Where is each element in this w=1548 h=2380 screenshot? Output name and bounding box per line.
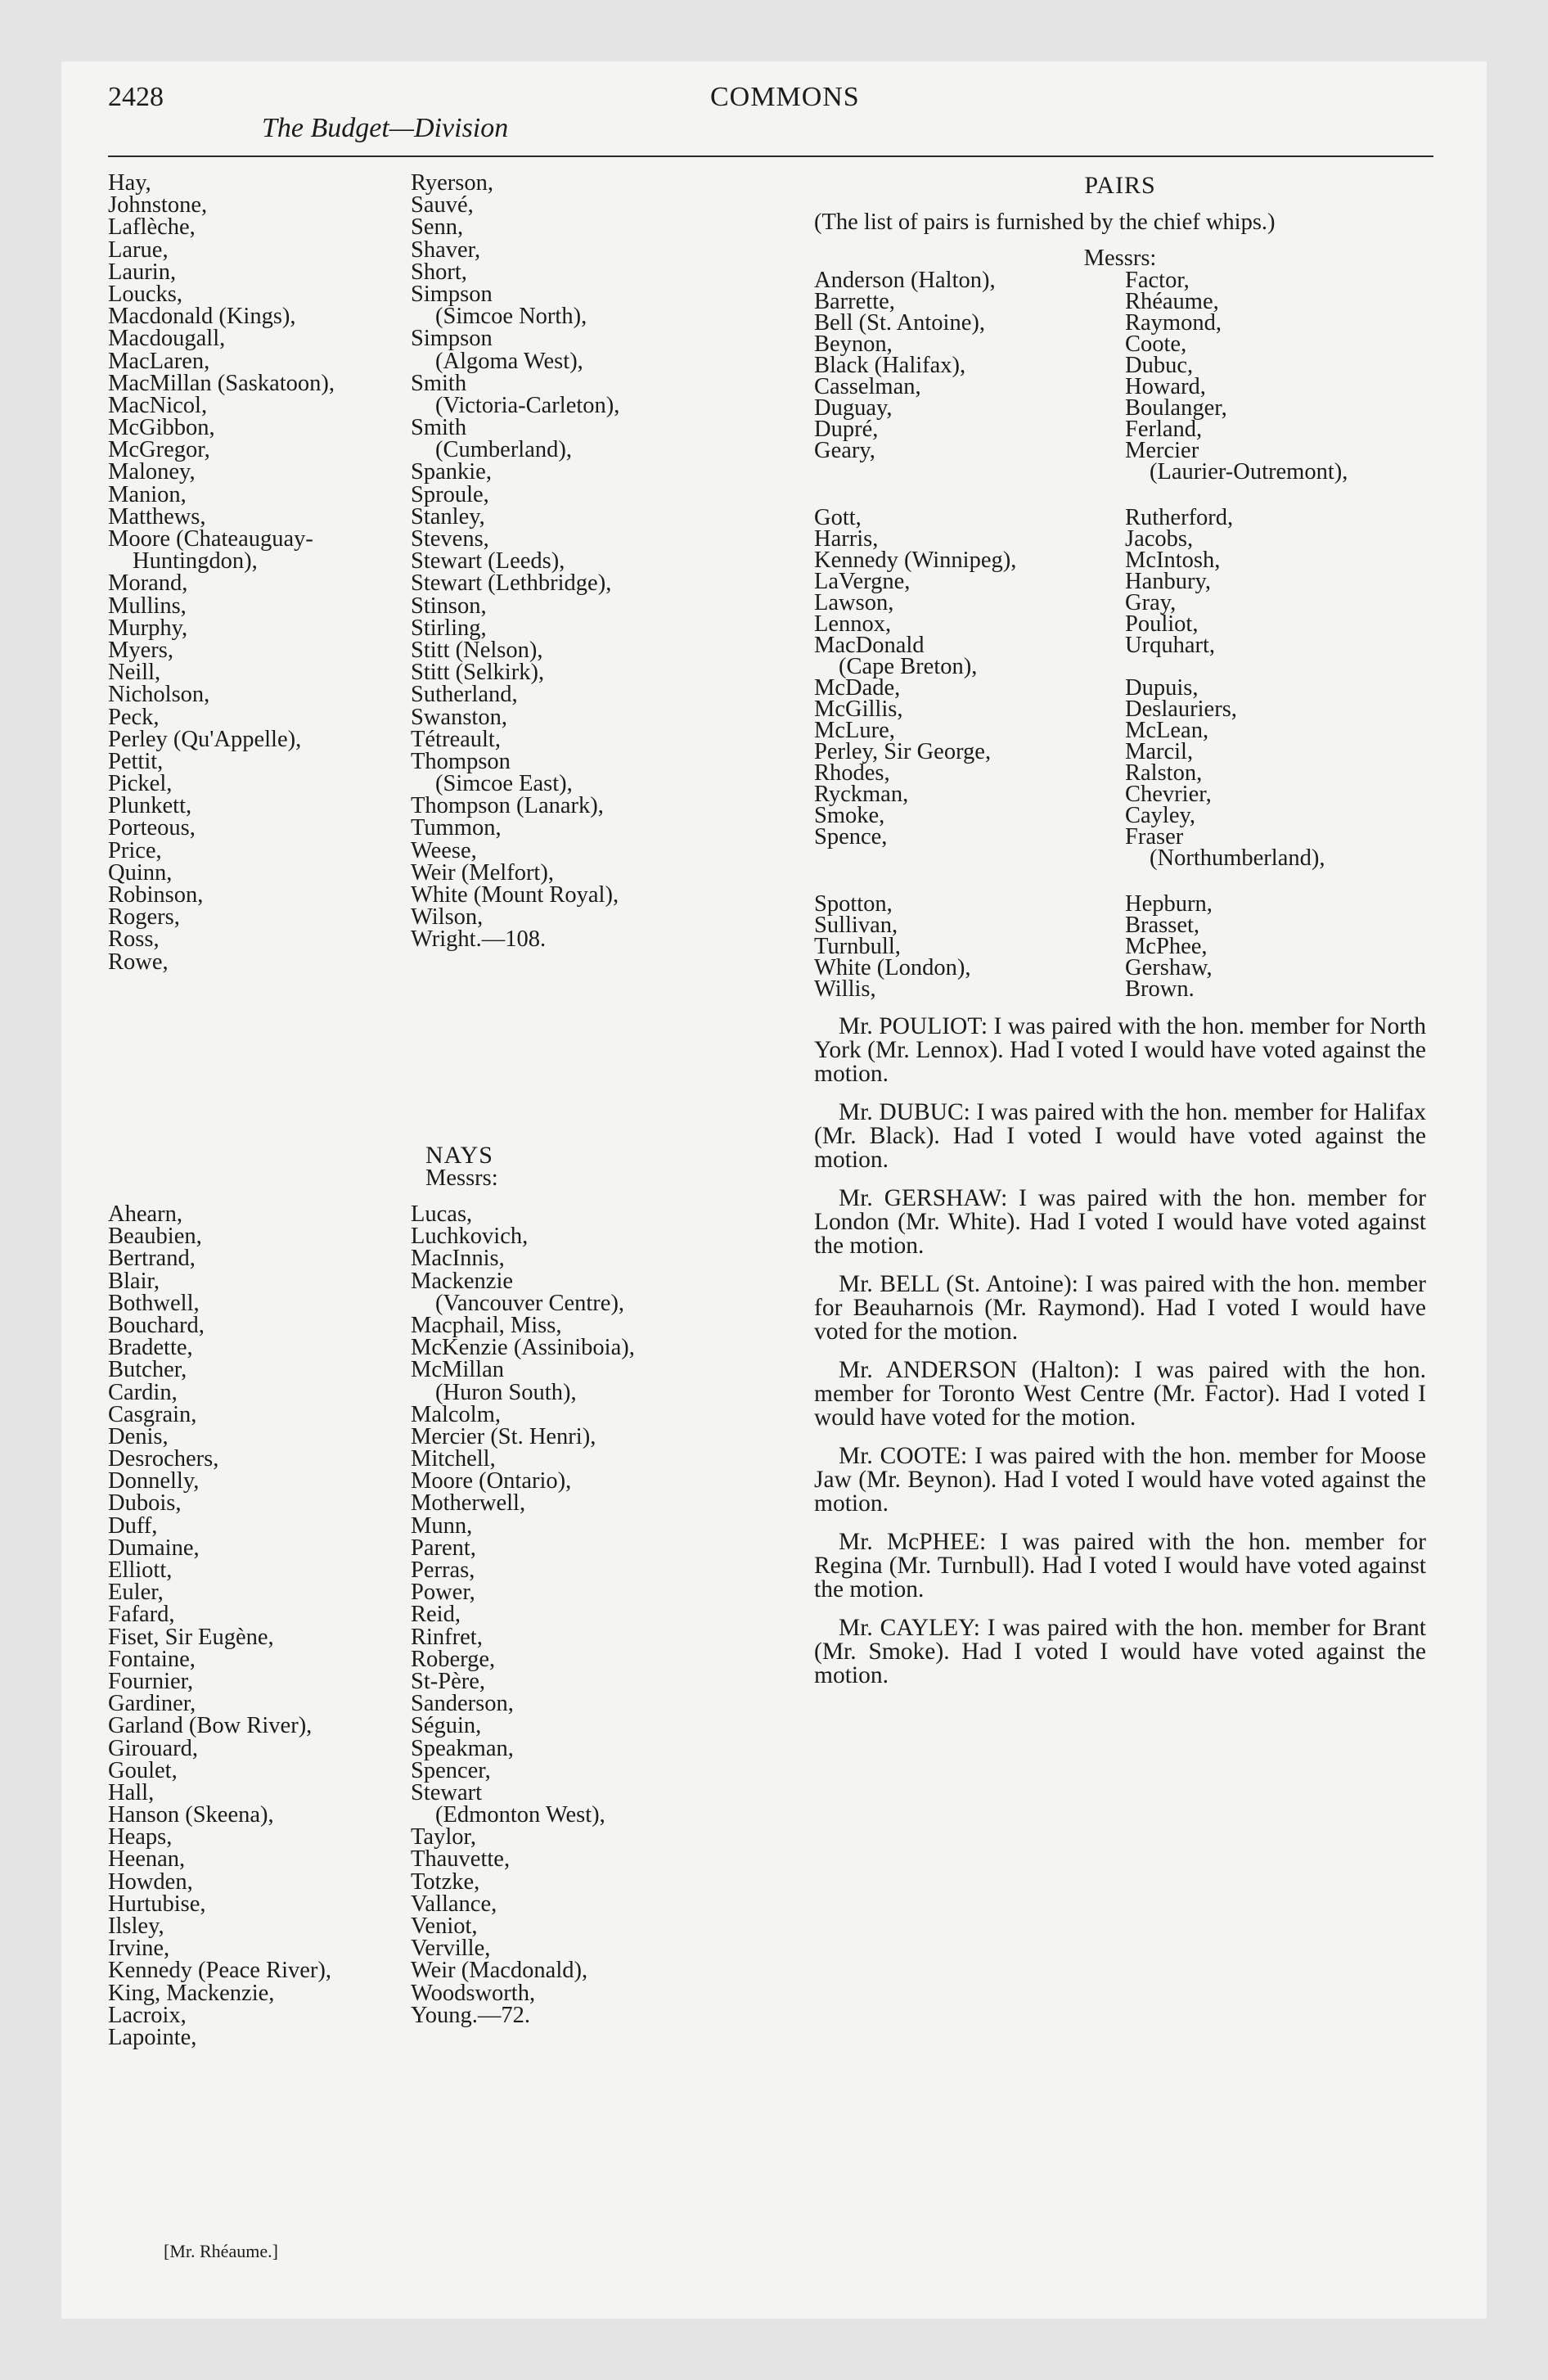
pair-right-name: Brown. <box>1125 976 1195 1002</box>
member-name: MacMillan (Saskatoon), <box>108 370 335 396</box>
member-name: Power, <box>411 1580 475 1606</box>
member-name: Rogers, <box>108 904 180 931</box>
pair-left-name: Geary, <box>814 438 875 463</box>
pair-row <box>814 675 1426 701</box>
member-name: Howden, <box>108 1868 193 1895</box>
member-name: Porteous, <box>108 815 196 841</box>
pair-left-name: Dupré, <box>814 417 879 442</box>
member-name: Murphy, <box>108 615 188 641</box>
member-name: (Algoma West), <box>435 348 583 374</box>
member-name: Pettit, <box>108 748 164 774</box>
pair-left-name: Bell (St. Antoine), <box>814 310 985 336</box>
pair-left-name: Black (Halifax), <box>814 353 966 378</box>
pair-left-name: LaVergne, <box>814 569 911 594</box>
member-name: Lucas, <box>411 1201 473 1227</box>
member-name: Stewart (Lethbridge), <box>411 570 612 597</box>
member-name: Cardin, <box>108 1379 178 1405</box>
member-name: Nicholson, <box>108 682 210 708</box>
pair-right-name: McPhee, <box>1125 934 1208 959</box>
member-name: Denis, <box>108 1423 169 1449</box>
pair-right-name: McIntosh, <box>1125 548 1221 573</box>
member-name: Moore (Ontario), <box>411 1468 572 1494</box>
member-name: Macdougall, <box>108 326 226 352</box>
member-name: Sauvé, <box>411 192 474 219</box>
member-name: Elliott, <box>108 1557 173 1583</box>
member-name: Weir (Macdonald), <box>411 1958 588 1984</box>
pair-left-name: (Cape Breton), <box>839 654 978 679</box>
pair-left-name: White (London), <box>814 955 971 980</box>
member-name: Laflèche, <box>108 214 196 241</box>
member-name: Casgrain, <box>108 1401 197 1427</box>
pair-right-name: (Northumberland), <box>1150 845 1325 871</box>
pair-row <box>814 310 1426 336</box>
member-name: Irvine, <box>108 1936 170 1962</box>
pair-left-name: MacDonald <box>814 633 925 658</box>
nays-column-right <box>411 1203 635 2026</box>
pair-row <box>814 270 1426 291</box>
pair-left-name: Anderson (Halton), <box>814 268 996 293</box>
member-name: Vallance, <box>411 1891 497 1917</box>
member-name: (Edmonton West), <box>435 1802 605 1828</box>
member-name: Fontaine, <box>108 1646 196 1672</box>
member-name: Ahearn, <box>108 1201 182 1227</box>
member-name: Weese, <box>411 837 477 863</box>
member-name: Roberge, <box>411 1646 496 1672</box>
pair-statement: Mr. McPHEE: I was paired with the hon. member for Regina (Mr. Turnbull). Had I voted I would have voted against the motion. <box>814 1529 1426 1602</box>
member-name: Johnstone, <box>108 192 208 219</box>
member-name: Neill, <box>108 660 161 686</box>
pairs-heading: PAIRS <box>1084 172 1156 199</box>
pair-right-name: Howard, <box>1125 374 1206 399</box>
member-name: Simpson <box>411 281 493 307</box>
pair-right-name: Jacobs, <box>1125 526 1194 552</box>
pair-row <box>814 824 1426 850</box>
member-name: Stirling, <box>411 615 487 641</box>
pair-left-name: Beynon, <box>814 331 893 357</box>
pair-right-name: Ralston, <box>1125 760 1203 786</box>
member-name: Bothwell, <box>108 1290 200 1316</box>
pair-row <box>814 507 1426 529</box>
section-title: COMMONS <box>710 82 860 112</box>
member-name: Moore (Chateauguay- <box>108 526 313 552</box>
pairs-intro: (The list of pairs is furnished by the chief whips.) <box>814 210 1276 235</box>
member-name: Senn, <box>411 214 464 241</box>
pair-right-name: Rhéaume, <box>1125 289 1219 314</box>
pair-row <box>814 459 1426 485</box>
member-name: Perley (Qu'Appelle), <box>108 726 302 752</box>
member-name: Heaps, <box>108 1824 173 1850</box>
pair-left-name: Perley, Sir George, <box>814 739 992 764</box>
member-name: Weir (Melfort), <box>411 859 554 886</box>
member-name: Fafard, <box>108 1602 175 1628</box>
member-name: (Huron South), <box>435 1379 577 1405</box>
member-name: Pickel, <box>108 771 173 797</box>
member-name: Laurin, <box>108 259 177 285</box>
member-name: Munn, <box>411 1512 473 1539</box>
pair-left-name: Kennedy (Winnipeg), <box>814 548 1017 573</box>
member-name: Rinfret, <box>411 1624 483 1650</box>
member-name: Verville, <box>411 1936 491 1962</box>
member-name: Stanley, <box>411 503 485 530</box>
pair-right-name: Coote, <box>1125 331 1187 357</box>
member-name: Dumaine, <box>108 1535 200 1561</box>
member-name: Woodsworth, <box>411 1980 536 2006</box>
pair-right-name: Factor, <box>1125 268 1190 293</box>
pair-left-name: Sullivan, <box>814 913 898 938</box>
member-name: (Simcoe East), <box>435 771 573 797</box>
member-name: Euler, <box>108 1580 164 1606</box>
pair-right-name: Deslauriers, <box>1125 696 1237 722</box>
pair-statement: Mr. BELL (St. Antoine): I was paired with the hon. member for Beauharnois (Mr. Raymond). Had I voted I would have voted for the motion. <box>814 1271 1426 1345</box>
member-name: Heenan, <box>108 1846 186 1873</box>
nays-messrs: Messrs: <box>425 1165 498 1191</box>
yeas-column-right <box>411 172 738 951</box>
member-name: Sanderson, <box>411 1691 514 1717</box>
member-name: Peck, <box>108 704 160 730</box>
member-name: MacNicol, <box>108 392 208 418</box>
member-name: Totzke, <box>411 1868 480 1895</box>
member-name: McKenzie (Assiniboia), <box>411 1335 635 1361</box>
pair-left-name: Turnbull, <box>814 934 901 959</box>
member-name: Sproule, <box>411 481 489 507</box>
pair-left-name: Spotton, <box>814 891 893 917</box>
member-name: Girouard, <box>108 1735 199 1761</box>
pair-statement: Mr. DUBUC: I was paired with the hon. member for Halifax (Mr. Black). Had I voted I would have voted against the motion. <box>814 1099 1426 1173</box>
member-name: Mackenzie <box>411 1268 514 1294</box>
member-name: Loucks, <box>108 281 183 307</box>
member-name: McGregor, <box>108 437 210 463</box>
member-name: Hanson (Skeena), <box>108 1802 274 1828</box>
pair-left-name: McLure, <box>814 718 895 743</box>
member-name: St-Père, <box>411 1668 486 1694</box>
pair-left-name: Barrette, <box>814 289 895 314</box>
pair-right-name: Raymond, <box>1125 310 1222 336</box>
member-name: Price, <box>108 837 162 863</box>
member-name: Duff, <box>108 1512 158 1539</box>
page-number: 2428 <box>108 82 164 112</box>
member-name: Wilson, <box>411 904 484 931</box>
pair-row <box>814 590 1426 615</box>
member-name: Lacroix, <box>108 2002 187 2028</box>
pair-left-name: Gott, <box>814 505 862 530</box>
member-name: Myers, <box>108 637 173 663</box>
pair-left-name: Willis, <box>814 976 876 1002</box>
pair-statement: Mr. ANDERSON (Halton): I was paired with the hon. member for Toronto West Centre (Mr. Factor). Had I voted I would have voted for the motion. <box>814 1357 1426 1431</box>
member-name: Séguin, <box>411 1713 482 1739</box>
member-name: Ryerson, <box>411 170 493 196</box>
member-name: Thompson <box>411 748 511 774</box>
pair-right-name: McLean, <box>1125 718 1209 743</box>
pair-statement: Mr. POULIOT: I was paired with the hon. member for North York (Mr. Lennox). Had I voted I would have voted against the motion. <box>814 1013 1426 1087</box>
pair-row <box>814 395 1426 421</box>
member-name: Gardiner, <box>108 1691 196 1717</box>
pair-row <box>814 784 1426 805</box>
pair-right-name: Pouliot, <box>1125 611 1199 637</box>
member-name: Parent, <box>411 1535 476 1561</box>
member-name: Speakman, <box>411 1735 514 1761</box>
member-name: Swanston, <box>411 704 507 730</box>
member-name: Bertrand, <box>108 1246 196 1272</box>
member-name: MacInnis, <box>411 1246 505 1272</box>
member-name: Larue, <box>108 237 169 263</box>
member-name: Ilsley, <box>108 1913 164 1939</box>
member-name: Macphail, Miss, <box>411 1312 562 1338</box>
pair-left-name: Duguay, <box>814 395 893 421</box>
member-name: Spankie, <box>411 459 492 485</box>
member-name: McMillan <box>411 1357 504 1383</box>
pair-row <box>814 419 1426 440</box>
pair-left-name: Casselman, <box>814 374 921 399</box>
footer-note: [Mr. Rhéaume.] <box>164 2241 278 2261</box>
member-name: Luchkovich, <box>411 1224 529 1250</box>
pair-right-name: Chevrier, <box>1125 782 1212 807</box>
pair-right-name: Marcil, <box>1125 739 1194 764</box>
member-name: MacLaren, <box>108 348 210 374</box>
running-title: The Budget—Division <box>262 113 509 143</box>
member-name: Quinn, <box>108 859 173 886</box>
pair-right-name: Dubuc, <box>1125 353 1194 378</box>
pairs-messrs: Messrs: <box>1083 246 1157 271</box>
member-name: Fiset, Sir Eugène, <box>108 1624 274 1650</box>
pair-row <box>814 845 1426 871</box>
member-name: Butcher, <box>108 1357 187 1383</box>
member-name: Ross, <box>108 926 160 953</box>
member-name: Stewart (Leeds), <box>411 548 565 575</box>
pair-right-name: Dupuis, <box>1125 675 1199 701</box>
member-name: Spencer, <box>411 1757 491 1783</box>
member-name: Simpson <box>411 326 493 352</box>
pair-row <box>814 656 1426 678</box>
pair-right-name: Mercier <box>1125 438 1199 463</box>
member-name: Motherwell, <box>411 1490 526 1517</box>
nays-column-left <box>108 1203 331 2049</box>
member-name: Manion, <box>108 481 187 507</box>
member-name: Hay, <box>108 170 151 196</box>
pair-row <box>814 955 1426 980</box>
member-name: (Vancouver Centre), <box>435 1290 625 1316</box>
member-name: Hall, <box>108 1779 155 1805</box>
pair-group-gap <box>814 869 1426 894</box>
pair-row <box>814 741 1426 763</box>
nays-heading: NAYS <box>425 1142 493 1169</box>
pair-row <box>814 976 1426 1002</box>
member-name: King, Mackenzie, <box>108 1980 275 2006</box>
member-name: (Victoria-Carleton), <box>435 392 620 418</box>
pair-row <box>814 696 1426 722</box>
pair-row <box>814 915 1426 936</box>
member-name: McGibbon, <box>108 415 215 441</box>
member-name: Hurtubise, <box>108 1891 206 1917</box>
member-name: Robinson, <box>108 882 204 908</box>
pair-left-name: McGillis, <box>814 696 903 722</box>
member-name: Stitt (Nelson), <box>411 637 543 663</box>
member-name: Maloney, <box>108 459 196 485</box>
member-name: Plunkett, <box>108 793 192 819</box>
pair-left-name: Rhodes, <box>814 760 890 786</box>
member-name: Mullins, <box>108 593 187 619</box>
member-name: Garland (Bow River), <box>108 1713 313 1739</box>
member-name: Smith <box>411 370 467 396</box>
member-name: Stewart <box>411 1779 483 1805</box>
member-name: Shaver, <box>411 237 481 263</box>
member-name: (Simcoe North), <box>435 304 587 330</box>
member-name: Desrochers, <box>108 1446 219 1472</box>
member-name: Bradette, <box>108 1335 193 1361</box>
member-name: Thauvette, <box>411 1846 511 1873</box>
member-name: Bouchard, <box>108 1312 205 1338</box>
member-name: Morand, <box>108 570 188 597</box>
pair-row <box>814 376 1426 398</box>
pair-right-name: Ferland, <box>1125 417 1203 442</box>
yeas-column-left <box>108 172 403 973</box>
header-rule <box>108 156 1433 157</box>
member-name: (Cumberland), <box>435 437 572 463</box>
pair-statement: Mr. GERSHAW: I was paired with the hon. member for London (Mr. White). Had I voted I would have voted against the motion. <box>814 1185 1426 1259</box>
pair-left-name: Ryckman, <box>814 782 909 807</box>
member-name: Blair, <box>108 1268 160 1294</box>
pair-right-name: Rutherford, <box>1125 505 1234 530</box>
pair-left-name: Harris, <box>814 526 879 552</box>
pair-right-name: Gershaw, <box>1125 955 1213 980</box>
pair-left-name: Lennox, <box>814 611 892 637</box>
pair-left-name: Spence, <box>814 824 888 850</box>
member-name: Stevens, <box>411 526 489 552</box>
member-name: Donnelly, <box>108 1468 200 1494</box>
member-name: Perras, <box>411 1557 475 1583</box>
member-name: Tummon, <box>411 815 502 841</box>
member-name: Stitt (Selkirk), <box>411 660 545 686</box>
pair-row <box>814 571 1426 593</box>
pair-right-name: Hanbury, <box>1125 569 1211 594</box>
pair-right-name: (Laurier-Outremont), <box>1150 459 1348 485</box>
member-name: Tétreault, <box>411 726 501 752</box>
member-name: Veniot, <box>411 1913 478 1939</box>
pair-right-name: Fraser <box>1125 824 1184 850</box>
member-name: Mercier (St. Henri), <box>411 1423 596 1449</box>
member-name: Huntingdon), <box>133 548 258 575</box>
member-name: Lapointe, <box>108 2024 197 2050</box>
member-name: Sutherland, <box>411 682 518 708</box>
pair-right-name: Boulanger, <box>1125 395 1227 421</box>
member-name: Fournier, <box>108 1668 194 1694</box>
pair-statement: Mr. CAYLEY: I was paired with the hon. member for Brant (Mr. Smoke). Had I voted I would have voted against the motion. <box>814 1615 1426 1688</box>
member-name: Dubois, <box>108 1490 182 1517</box>
member-name: Macdonald (Kings), <box>108 304 296 330</box>
member-name: White (Mount Royal), <box>411 882 619 908</box>
pair-right-name: Gray, <box>1125 590 1177 615</box>
pairs-list <box>814 270 1426 1000</box>
member-name: Reid, <box>411 1602 461 1628</box>
pair-group-gap <box>814 483 1426 507</box>
member-name: Malcolm, <box>411 1401 502 1427</box>
pair-right-name: Cayley, <box>1125 803 1196 828</box>
member-name: Stinson, <box>411 593 487 619</box>
pair-statements <box>814 1015 1426 1688</box>
pair-row <box>814 891 1426 917</box>
member-name: Mitchell, <box>411 1446 496 1472</box>
member-name: Smith <box>411 415 467 441</box>
pair-statement: Mr. COOTE: I was paired with the hon. member for Moose Jaw (Mr. Beynon). Had I voted I would have voted against the motion. <box>814 1443 1426 1517</box>
member-name: Thompson (Lanark), <box>411 793 604 819</box>
member-name: Beaubien, <box>108 1224 202 1250</box>
member-name: Wright.—108. <box>411 926 547 953</box>
pair-right-name: Brasset, <box>1125 913 1200 938</box>
pair-row <box>814 805 1426 827</box>
pair-left-name: McDade, <box>814 675 901 701</box>
member-name: Goulet, <box>108 1757 178 1783</box>
pair-left-name: Smoke, <box>814 803 885 828</box>
member-name: Rowe, <box>108 949 169 975</box>
member-name: Kennedy (Peace River), <box>108 1958 332 1984</box>
pair-left-name: Lawson, <box>814 590 894 615</box>
pairs-column <box>814 172 1426 1688</box>
member-name: Taylor, <box>411 1824 476 1850</box>
member-name: Matthews, <box>108 503 206 530</box>
member-name: Young.—72. <box>411 2002 530 2028</box>
member-name: Short, <box>411 259 467 285</box>
pair-right-name: Urquhart, <box>1125 633 1216 658</box>
pair-right-name: Hepburn, <box>1125 891 1213 917</box>
